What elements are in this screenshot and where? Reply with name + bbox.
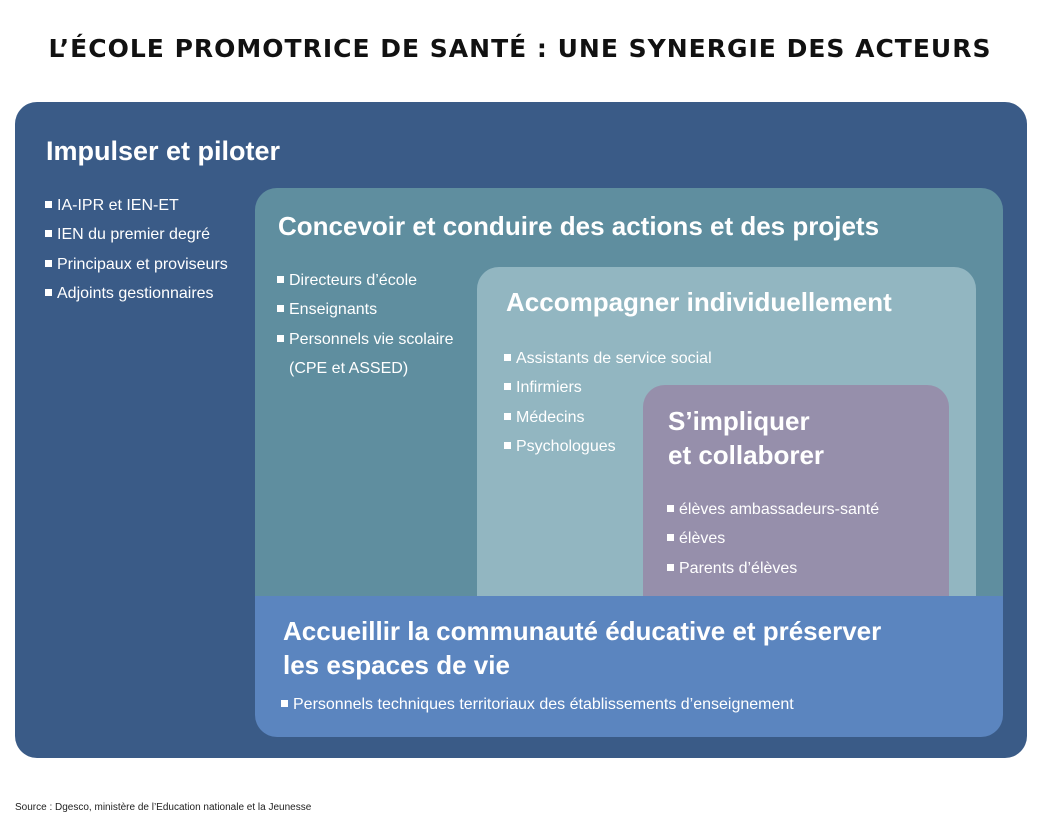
list-item: Psychologues <box>504 432 712 461</box>
list-item: élèves <box>667 524 879 553</box>
bullet-icon <box>504 383 511 390</box>
impulser-title: Impulser et piloter <box>46 136 281 166</box>
impliquer-box <box>643 385 949 608</box>
impliquer-title-line1: S’impliquer <box>668 406 810 436</box>
bullet-icon <box>504 354 511 361</box>
bullet-icon <box>667 564 674 571</box>
list-item: Médecins <box>504 403 712 432</box>
impliquer-title <box>668 404 824 472</box>
list-item: IEN du premier degré <box>45 220 228 249</box>
accompagner-title: Accompagner individuellement <box>506 287 892 317</box>
bullet-icon <box>504 442 511 449</box>
list-item-continuation: (CPE et ASSED) <box>289 359 409 377</box>
impliquer-title-line2: et collaborer <box>668 440 825 470</box>
list-item: Adjoints gestionnaires <box>45 279 228 308</box>
accueillir-title <box>283 614 881 682</box>
bullet-icon <box>667 534 674 541</box>
bullet-icon <box>504 413 511 420</box>
list-item: Personnels techniques territoriaux des établissements d’enseignement <box>281 690 794 719</box>
accueillir-list <box>281 690 794 719</box>
list-item: IA-IPR et IEN-ET <box>45 191 228 220</box>
bullet-icon <box>277 305 284 312</box>
page-title: L’ÉCOLE PROMOTRICE DE SANTÉ : UNE SYNERGIE DES ACTEURS <box>48 34 992 63</box>
concevoir-list <box>277 266 454 383</box>
bullet-icon <box>45 289 52 296</box>
bullet-icon <box>277 335 284 342</box>
list-item: Infirmiers <box>504 373 712 402</box>
bullet-icon <box>667 505 674 512</box>
list-item: Personnels vie scolaire <box>277 325 454 354</box>
list-item: Parents d’élèves <box>667 554 879 583</box>
bullet-icon <box>45 260 52 267</box>
accueillir-box <box>255 596 1003 737</box>
bullet-icon <box>277 276 284 283</box>
bullet-icon <box>45 201 52 208</box>
bullet-icon <box>45 230 52 237</box>
source-note: Source : Dgesco, ministère de l’Education nationale et la Jeunesse <box>15 802 312 813</box>
impliquer-list <box>667 495 879 583</box>
list-item: Assistants de service social <box>504 344 712 373</box>
bullet-icon <box>281 700 288 707</box>
list-item: élèves ambassadeurs-santé <box>667 495 879 524</box>
list-item: Enseignants <box>277 295 454 324</box>
impulser-list <box>45 191 228 308</box>
concevoir-title: Concevoir et conduire des actions et des projets <box>278 211 880 241</box>
accueillir-title-line1: Accueillir la communauté éducative et préserver <box>283 616 882 646</box>
list-item: Directeurs d’école <box>277 266 454 295</box>
list-item: Principaux et proviseurs <box>45 250 228 279</box>
accueillir-title-line2: les espaces de vie <box>283 650 510 680</box>
